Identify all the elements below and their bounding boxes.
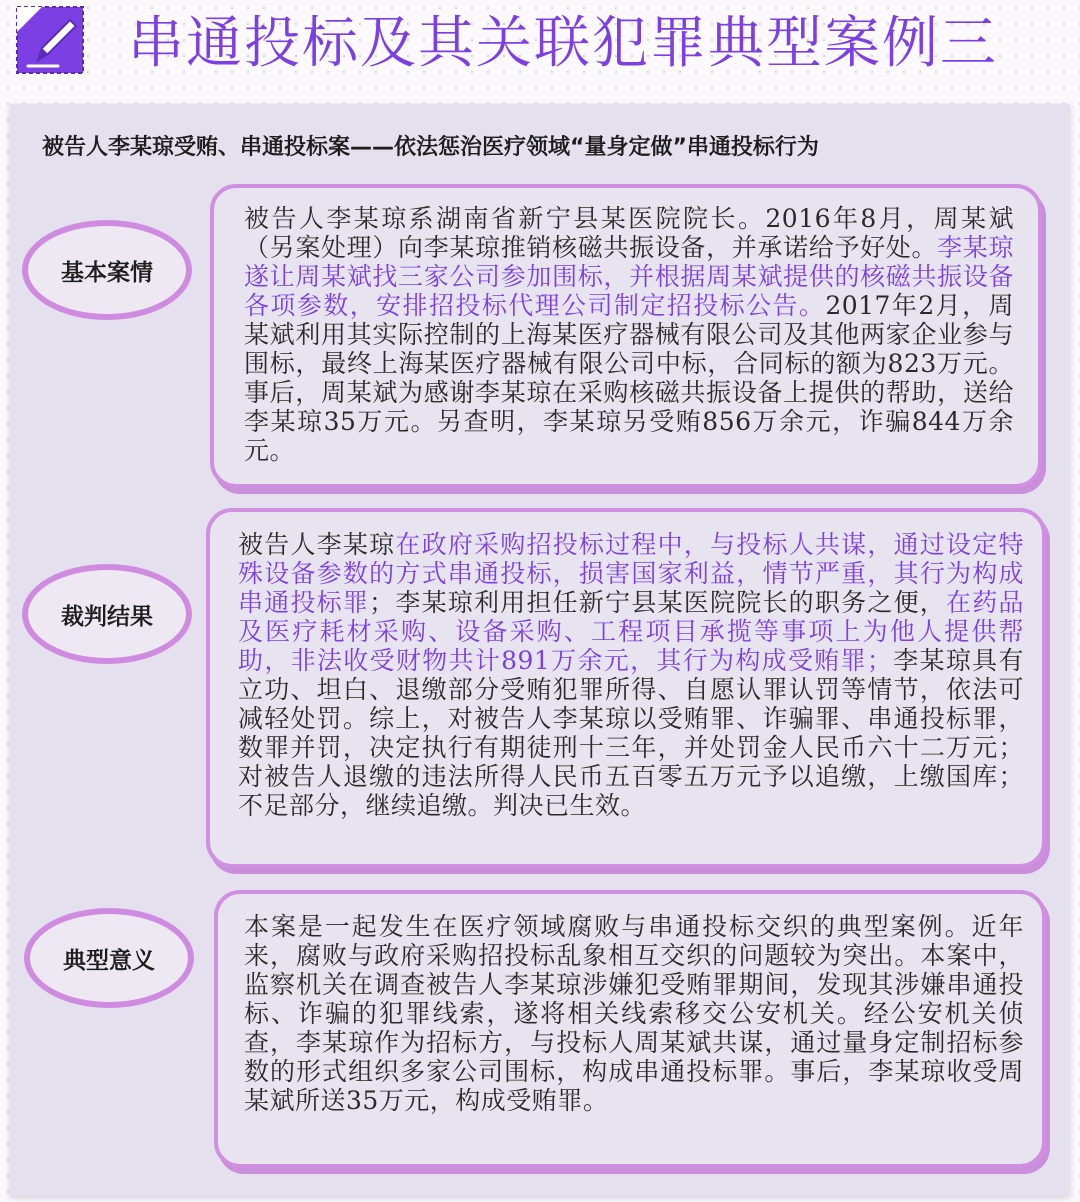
- label-text: 基本案情: [61, 259, 153, 286]
- edit-pencil-icon: [14, 4, 86, 76]
- text-segment: 李某琼具有立功、坦白、退缴部分受贿犯罪所得、自愿认罪认罚等情节，依法可减轻处罚。综上，对被告人李某琼以受贿罪、诈骗罪、串通投标罪，数罪并罚，决定执行有期徒刑十三年，并处罚金人民币六十二万元；对被告人退缴的违法所得人民币五百零五万元予以追缴，上缴国库；不足部分，继续追缴。判决已生效。: [238, 646, 1024, 820]
- significance-text: [244, 912, 1024, 1115]
- verdict-box: [206, 508, 1046, 868]
- verdict-text: [238, 530, 1024, 820]
- basic-facts-text: [244, 204, 1014, 465]
- text-segment: 被告人李某琼: [238, 530, 396, 559]
- highlighted-segment: 在政府采购招投标过程中，与投标人共谋，通过设定特殊设备参数的方式串通投标，损害国家利益，情节严重，其行为构成串通投标罪: [238, 530, 1024, 617]
- basic-facts-box: [210, 184, 1042, 488]
- label-basic-facts: [22, 220, 192, 320]
- label-verdict: [22, 564, 192, 664]
- label-text: 典型意义: [63, 947, 155, 974]
- highlighted-segment: 李某琼遂让周某斌找三家公司参加围标，并根据周某斌提供的核磁共振设备各项参数，安排招投标代理公司制定招投标公告。: [244, 233, 1014, 320]
- case-subtitle: 被告人李某琼受贿、串通投标案——依法惩治医疗领域“量身定做”串通投标行为: [42, 135, 819, 160]
- label-text: 裁判结果: [61, 603, 153, 630]
- highlighted-segment: 在药品及医疗耗材采购、设备采购、工程项目承揽等事项上为他人提供帮助，非法收受财物共计891万余元，其行为构成受贿罪；: [238, 588, 1024, 675]
- significance-box: [214, 890, 1046, 1168]
- content-panel: [10, 104, 1070, 1196]
- label-significance: [24, 908, 194, 1008]
- text-segment: 本案是一起发生在医疗领域腐败与串通投标交织的典型案例。近年来，腐败与政府采购招投标乱象相互交织的问题较为突出。本案中，监察机关在调查被告人李某琼涉嫌犯受贿罪期间，发现其涉嫌串通投标、诈骗的犯罪线索，遂将相关线索移交公安机关。经公安机关侦查，李某琼作为招标方，与投标人周某斌共谋，通过量身定制招标参数的形式组织多家公司围标，构成串通投标罪。事后，李某琼收受周某斌所送35万元，构成受贿罪。: [244, 912, 1024, 1115]
- text-segment: ；李某琼利用担任新宁县某医院院长的职务之便，: [369, 588, 947, 617]
- text-segment: 2017年2月，周某斌利用其实际控制的上海某医疗器械有限公司及其他两家企业参与围标，最终上海某医疗器械有限公司中标，合同标的额为823万元。事后，周某斌为感谢李某琼在采购核磁共振设备上提供的帮助，送给李某琼35万元。另查明，李某琼另受贿856万余元，诈骗844万余元。: [244, 291, 1014, 465]
- page-title: 串通投标及其关联犯罪典型案例三: [128, 11, 998, 76]
- text-segment: 被告人李某琼系湖南省新宁县某医院院长。2016年8月，周某斌（另案处理）向李某琼推销核磁共振设备，并承诺给予好处。: [244, 204, 1014, 262]
